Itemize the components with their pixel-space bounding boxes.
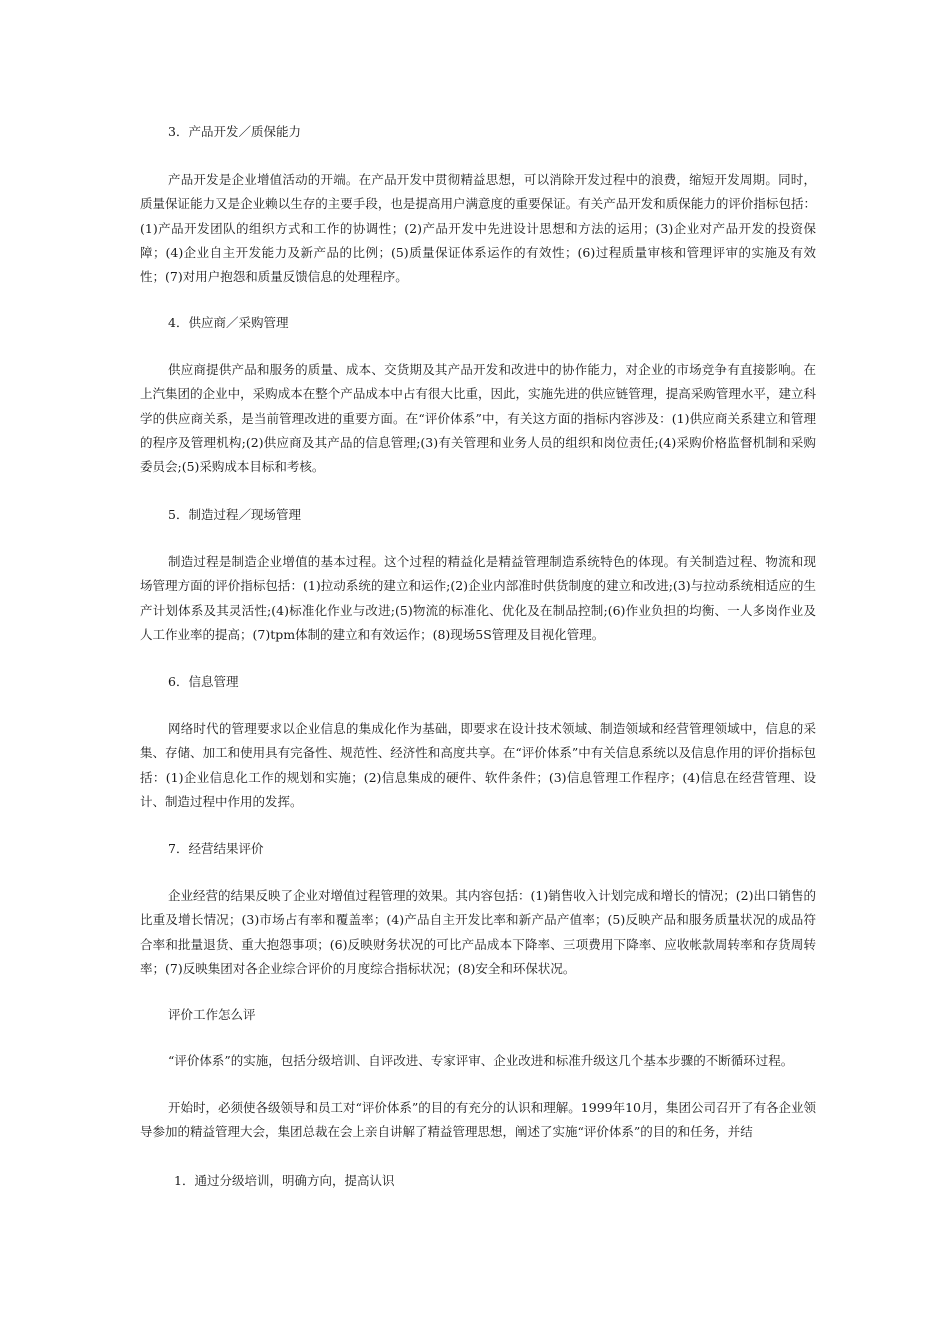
section-heading-manufacturing-process: 5．制造过程／现场管理 <box>168 507 301 522</box>
section-paragraph-how-to-evaluate: “评价体系”的实施，包括分级培训、自评改进、专家评审、企业改进和标准升级这几个基本步骤的不断循环过程。 <box>168 1053 794 1068</box>
subsection-heading-tiered-training: 1．通过分级培训，明确方向，提高认识 <box>174 1173 395 1188</box>
section-heading-information-management: 6．信息管理 <box>168 674 239 689</box>
section-paragraph-product-development: 产品开发是企业增值活动的开端。在产品开发中贯彻精益思想，可以消除开发过程中的浪费，缩短开发周期。同时，质量保证能力又是企业赖以生存的主要手段，也是提高用户满意度的重要保证。有关产品开发和质保能力的评价指标包括：(1)产品开发团队的组织方式和工作的协调性；(2)产品开发中先进设计思想和方法的运用；(3)企业对产品开发的投资保障；(4)企业自主开发能力及新产品的比例；(5)质量保证体系运作的有效性；(6)过程质量审核和管理评审的实施及有效性；(7)对用户抱怨和质量反馈信息的处理程序。 <box>140 172 816 285</box>
section-heading-supplier-procurement: 4．供应商／采购管理 <box>168 315 289 330</box>
section-paragraph-supplier-procurement: 供应商提供产品和服务的质量、成本、交货期及其产品开发和改进中的协作能力，对企业的市场竞争有直接影响。在上汽集团的企业中，采购成本在整个产品成本中占有很大比重，因此，实施先进的供应链管理，提高采购管理水平，建立科学的供应商关系，是当前管理改进的重要方面。在“评价体系”中，有关这方面的指标内容涉及：(1)供应商关系建立和管理的程序及管理机构;(2)供应商及其产品的信息管理;(3)有关管理和业务人员的组织和岗位责任;(4)采购价格监督机制和采购委员会;(5)采购成本目标和考核。 <box>140 362 816 475</box>
section-heading-product-development: 3．产品开发／质保能力 <box>168 124 301 139</box>
opening-paragraph: 开始时，必须使各级领导和员工对“评价体系”的目的有充分的认识和理解。1999年10月，集团公司召开了有各企业领导参加的精益管理大会，集团总裁在会上亲自讲解了精益管理思想，阐述了实施“评价体系”的目的和任务，并结 <box>140 1100 817 1140</box>
section-paragraph-information-management: 网络时代的管理要求以企业信息的集成化作为基础，即要求在设计技术领域、制造领域和经营管理领域中，信息的采集、存储、加工和使用具有完备性、规范性、经济性和高度共享。在“评价体系”中有关信息系统以及信息作用的评价指标包括：(1)企业信息化工作的规划和实施；(2)信息集成的硬件、软件条件；(3)信息管理工作程序；(4)信息在经营管理、设计、制造过程中作用的发挥。 <box>140 721 816 809</box>
section-heading-business-results: 7．经营结果评价 <box>168 841 264 856</box>
section-heading-how-to-evaluate: 评价工作怎么评 <box>168 1007 256 1022</box>
section-paragraph-manufacturing-process: 制造过程是制造企业增值的基本过程。这个过程的精益化是精益管理制造系统特色的体现。有关制造过程、物流和现场管理方面的评价指标包括：(1)拉动系统的建立和运作;(2)企业内部准时供货制度的建立和改进;(3)与拉动系统相适应的生产计划体系及其灵活性;(4)标准化作业与改进;(5)物流的标准化、优化及在制品控制;(6)作业负担的均衡、一人多岗作业及人工作业率的提高；(7)tpm体制的建立和有效运作；(8)现场5S管理及目视化管理。 <box>140 554 816 642</box>
section-paragraph-business-results: 企业经营的结果反映了企业对增值过程管理的效果。其内容包括：(1)销售收入计划完成和增长的情况；(2)出口销售的比重及增长情况；(3)市场占有率和覆盖率；(4)产品自主开发比率和新产品产值率；(5)反映产品和服务质量状况的成品符合率和批量退货、重大抱怨事项；(6)反映财务状况的可比产品成本下降率、三项费用下降率、应收帐款周转率和存货周转率；(7)反映集团对各企业综合评价的月度综合指标状况；(8)安全和环保状况。 <box>140 888 816 976</box>
